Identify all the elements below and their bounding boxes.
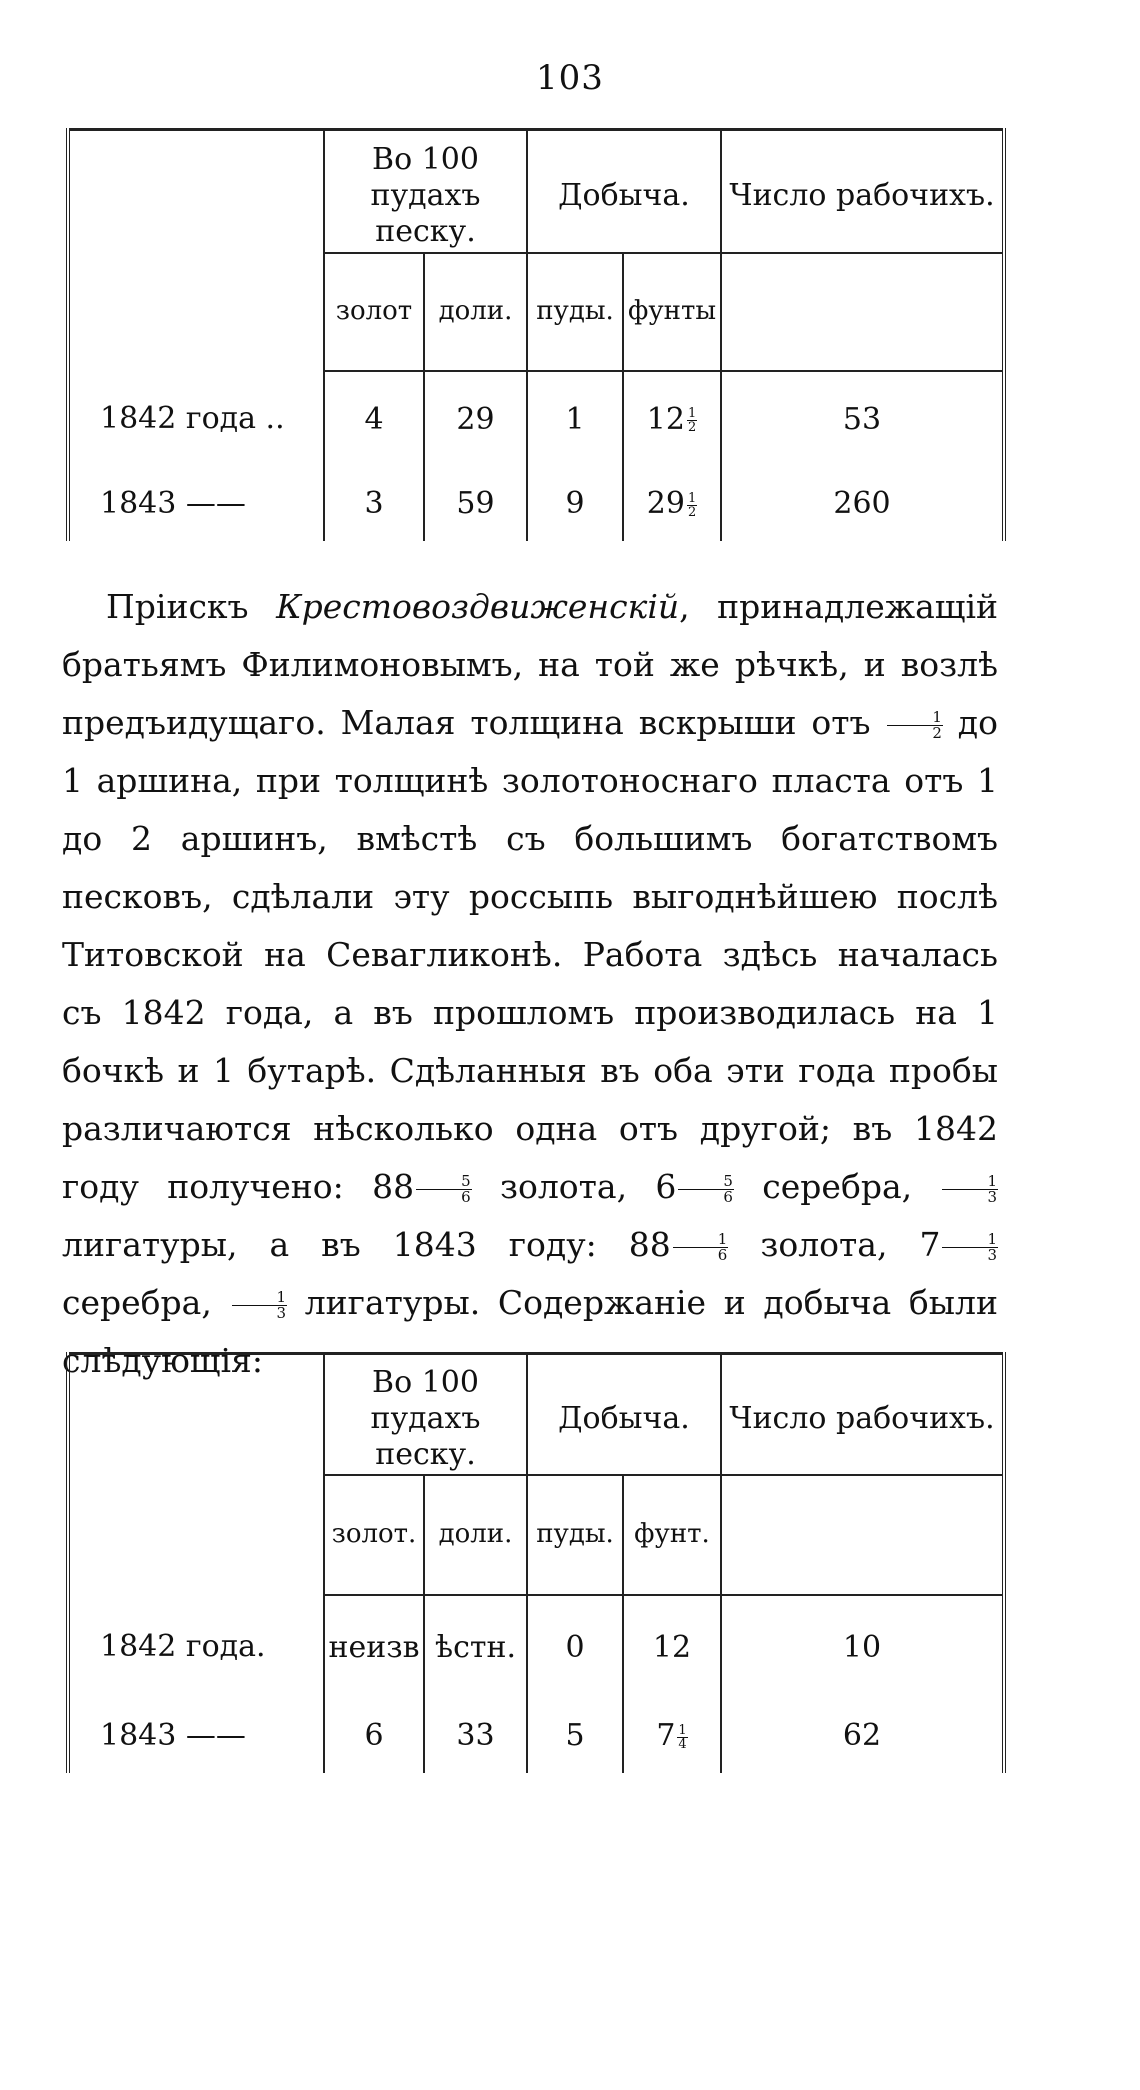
subheader-doli: доли. [424,1475,527,1595]
fraction: $\frac{1}{3}$ [232,1290,288,1321]
funty-whole: 12 [652,1629,692,1665]
cell-doli: 29 [424,371,527,467]
table-row [68,467,1004,541]
cell-zolot: 4 [324,371,424,467]
subheader-funty: фунты [623,253,721,371]
row-year: 1843 —— [68,1699,324,1773]
cell-funty [623,467,721,541]
cell-funty [623,1699,721,1773]
cell-zolot: 3 [324,467,424,541]
fraction: $\frac{1}{3}$ [942,1232,998,1263]
cell-workers: 53 [721,371,1004,467]
cell-workers: 260 [721,467,1004,541]
funty-whole: 29 [646,486,685,521]
table-row [68,371,1004,467]
subheader-zolot: золот. [324,1475,424,1595]
cell-pudy: 9 [527,467,623,541]
fraction: $\frac{1}{2}$ [887,710,943,741]
cell-doli: ѣстн. [424,1595,527,1699]
table-1 [66,128,1006,541]
cell-pudy: 5 [527,1699,623,1773]
funty-fraction: $\frac{1}{2}$ [687,490,697,520]
table-2 [66,1352,1006,1773]
cell-doli: 33 [424,1699,527,1773]
subheader-funty: фунт. [623,1475,721,1595]
cell-zolot: 6 [324,1699,424,1773]
funty-fraction: $\frac{1}{2}$ [687,406,697,435]
cell-funty [623,371,721,467]
header-workers: Число рабочихъ. [721,1363,1004,1475]
table-row [68,1699,1004,1773]
funty-whole: 12 [646,401,685,437]
header-output: Добыча. [527,1363,721,1475]
header-per-100-puds: Во 100 пудахъ песку. [324,139,527,253]
cell-zolot: неизв [324,1595,424,1699]
header-workers: Число рабочихъ. [721,139,1004,253]
funty-whole: 7 [656,1718,676,1753]
fraction: $\frac{5}{6}$ [678,1174,734,1205]
row-year: 1842 года. [68,1595,324,1699]
subheader-workers-blank [721,1475,1004,1595]
fraction: $\frac{5}{6}$ [416,1174,472,1205]
fraction: $\frac{1}{3}$ [942,1174,998,1205]
mine-name: Крестовоздвиженскій [276,587,680,626]
page-number: 103 [536,58,604,98]
body-paragraph: Пріискъ Крестовоздвиженскій, принадлежащій братьямъ Филимоновымъ, на той же рѣчкѣ, и возлѣ предъидущаго. Малая толщина вскрыши отъ $\frac{1}{2}$ до 1 аршина, при толщинѣ золотоноснаго пласта отъ 1 до 2 аршинъ, вмѣстѣ съ большимъ богатствомъ песковъ, сдѣлали эту россыпь выгоднѣйшею послѣ Титовской на Севагликонѣ. Работа здѣсь началась съ 1842 года, а въ прошломъ производилась на 1 бочкѣ и 1 бутарѣ. Сдѣланныя въ оба эти года пробы различаются нѣсколько одна отъ другой; въ 1842 году получено: 88 $\frac{5}{6}$ золота, 6 $\frac{5}{6}$ серебра, $\frac{1}{3}$ лигатуры, а въ 1843 году: 88 $\frac{1}{6}$ золота, 7 $\frac{1}{3}$ серебра, $\frac{1}{3}$ лигатуры. Содержаніе и добыча были слѣдующія: [62,587,998,1380]
subheader-zolot: золот [324,253,424,371]
fraction: $\frac{1}{6}$ [673,1232,729,1263]
table-row [68,1595,1004,1699]
subheader-doli: доли. [424,253,527,371]
subheader-workers-blank [721,253,1004,371]
cell-pudy: 0 [527,1595,623,1699]
row-year: 1843 —— [68,467,324,541]
header-output: Добыча. [527,139,721,253]
funty-fraction: $\frac{1}{4}$ [678,1722,687,1752]
cell-pudy: 1 [527,371,623,467]
subheader-pudy: пуды. [527,1475,623,1595]
cell-workers: 62 [721,1699,1004,1773]
row-year: 1842 года .. [68,371,324,467]
subheader-pudy: пуды. [527,253,623,371]
cell-workers: 10 [721,1595,1004,1699]
header-per-100-puds: Во 100 пудахъ песку. [324,1363,527,1475]
cell-doli: 59 [424,467,527,541]
cell-funty [623,1595,721,1699]
